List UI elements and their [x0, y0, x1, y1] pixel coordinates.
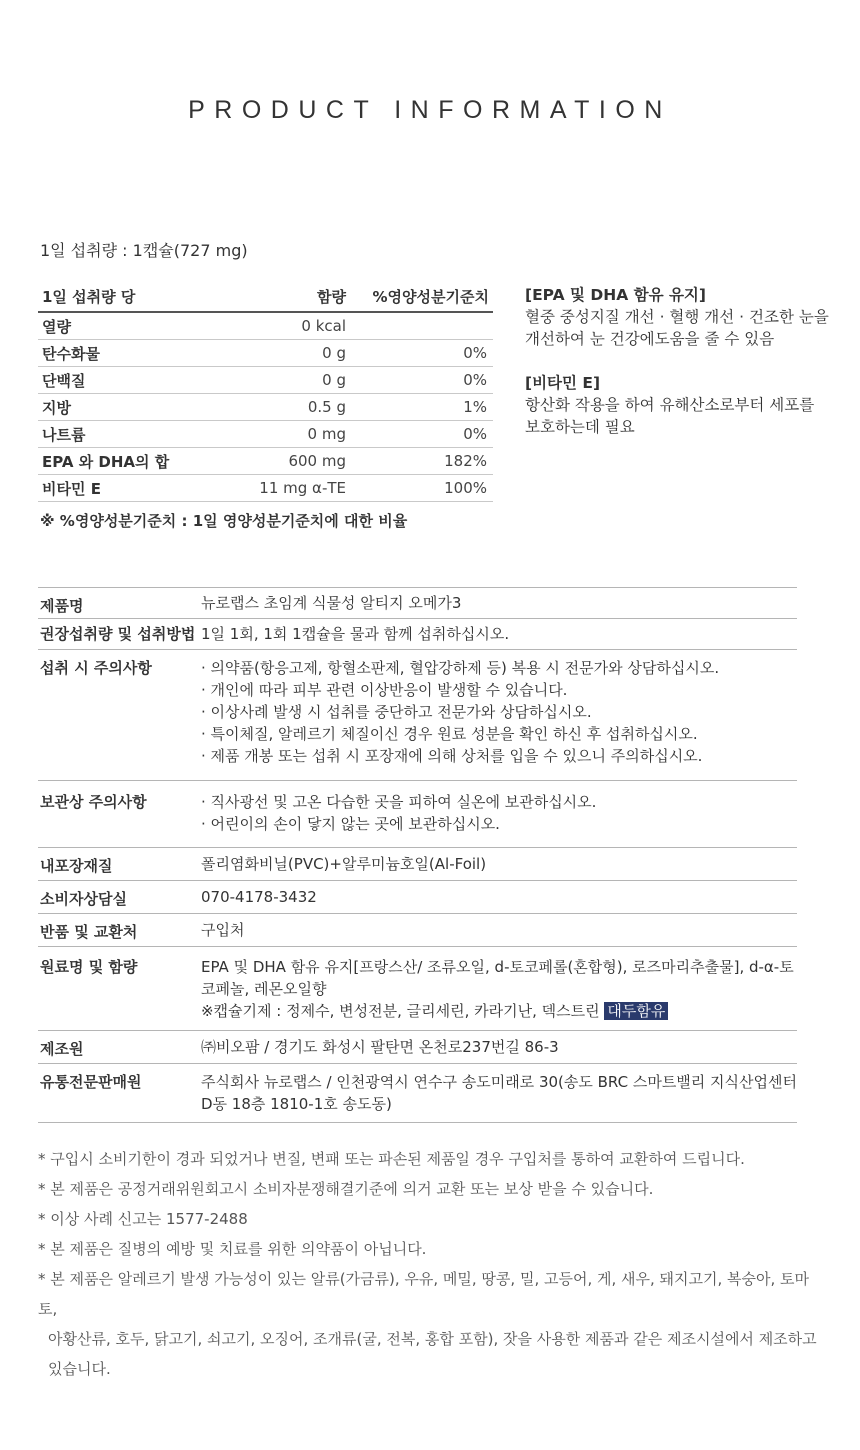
- allergen-highlight-badge: 대두함유: [604, 1002, 668, 1020]
- nutrient-amount: 0 mg: [252, 421, 350, 448]
- info-value-line: · 이상사례 발생 시 섭취를 중단하고 전문가와 상담하십시오.: [200, 703, 592, 721]
- nutrition-row: [38, 312, 493, 340]
- nutrition-row: [38, 475, 493, 502]
- nutrition-header-row: [38, 282, 493, 312]
- function-description-line: 개선하여 눈 건강에도움을 줄 수 있음: [525, 330, 775, 348]
- info-key: 제조원: [38, 1031, 201, 1064]
- nutrient-percent: 100%: [350, 475, 493, 502]
- capsule-base: ※캡슐기제 : 정제수, 변성전분, 글리세린, 카라기난, 덱스트린: [200, 1002, 600, 1020]
- info-value-line: 뉴로랩스 초임계 식물성 알티지 오메가3: [200, 594, 462, 612]
- nutrient-percent: 0%: [350, 340, 493, 367]
- info-key: 섭취 시 주의사항: [38, 650, 201, 781]
- nutrient-name: 단백질: [38, 367, 252, 394]
- info-key: 보관상 주의사항: [38, 781, 201, 848]
- nutrient-amount: 11 mg α-TE: [252, 475, 350, 502]
- info-value-line: ㈜비오팜 / 경기도 화성시 팔탄면 온천로237번길 86-3: [200, 1038, 559, 1056]
- info-value-line: 폴리염화비닐(PVC)+알루미늄호일(Al-Foil): [200, 855, 487, 873]
- info-key: 유통전문판매원: [38, 1064, 201, 1123]
- info-value: [201, 1031, 797, 1064]
- function-heading: [비타민 E]: [525, 374, 601, 392]
- info-value-line: 구입처: [200, 921, 245, 939]
- functional-info: [525, 284, 845, 460]
- nutrient-percent: 1%: [350, 394, 493, 421]
- nutrient-percent: 0%: [350, 367, 493, 394]
- info-value: [201, 848, 797, 881]
- nutrient-name: 지방: [38, 394, 252, 421]
- nutrient-name: 탄수화물: [38, 340, 252, 367]
- nutrient-name: 나트륨: [38, 421, 252, 448]
- notice-item: * 본 제품은 공정거래위원회고시 소비자분쟁해결기준에 의거 교환 또는 보상 받을 수 있습니다.: [38, 1180, 654, 1198]
- notice-item: * 본 제품은 알레르기 발생 가능성이 있는 알류(가금류), 우유, 메밀, 땅콩, 밀, 고등어, 게, 새우, 돼지고기, 복숭아, 토마토,: [38, 1270, 810, 1318]
- capsule-base-line: [201, 1000, 797, 1022]
- nutrient-percent: [350, 312, 493, 340]
- nutrient-percent: 182%: [350, 448, 493, 475]
- nutrition-row: [38, 367, 493, 394]
- info-key: 반품 및 교환처: [38, 914, 201, 947]
- info-row: [38, 588, 797, 619]
- info-row: [38, 781, 797, 848]
- info-key: 제품명: [38, 588, 201, 619]
- info-value: [201, 1064, 797, 1123]
- nutrient-amount: 0.5 g: [252, 394, 350, 421]
- function-description: [525, 306, 845, 350]
- nutrient-name: 비타민 E: [38, 475, 252, 502]
- notice-item: * 구입시 소비기한이 경과 되었거나 변질, 변패 또는 파손된 제품일 경우 구입처를 통하여 교환하여 드립니다.: [38, 1150, 745, 1168]
- notice-item: * 본 제품은 질병의 예방 및 치료를 위한 의약품이 아닙니다.: [38, 1240, 427, 1258]
- info-value: [201, 881, 797, 914]
- info-key: 소비자상담실: [38, 881, 201, 914]
- info-row: [38, 650, 797, 781]
- info-key: 원료명 및 함량: [38, 947, 201, 1031]
- info-value-line: 1일 1회, 1회 1캡슐을 물과 함께 섭취하십시오.: [200, 625, 510, 643]
- info-value: [201, 914, 797, 947]
- nutrient-name: EPA 와 DHA의 합: [38, 448, 252, 475]
- nutrition-row: [38, 394, 493, 421]
- info-row: [38, 947, 797, 1031]
- info-key: 권장섭취량 및 섭취방법: [38, 619, 201, 650]
- notice-item-continued: 있습니다.: [48, 1360, 111, 1378]
- function-description-line: 혈중 중성지질 개선 · 혈행 개선 · 건조한 눈을: [525, 308, 829, 326]
- info-value-line: 070-4178-3432: [200, 888, 317, 906]
- info-key: 내포장재질: [38, 848, 201, 881]
- nutrition-header-percent: %영양성분기준치: [372, 288, 489, 306]
- nutrient-name: 열량: [38, 312, 252, 340]
- info-row: [38, 881, 797, 914]
- function-description: [525, 394, 845, 438]
- serving-size: 1일 섭취량 : 1캡슐(727 mg): [40, 241, 248, 260]
- info-value: [201, 588, 797, 619]
- nutrition-header-amount: 함량: [317, 288, 346, 306]
- info-value-line: · 어린이의 손이 닿지 않는 곳에 보관하십시오.: [200, 815, 500, 833]
- info-value-line: · 특이체질, 알레르기 체질이신 경우 원료 성분을 확인 하신 후 섭취하십시오.: [200, 725, 698, 743]
- nutrient-amount: 0 g: [252, 367, 350, 394]
- info-value-line: · 제품 개봉 또는 섭취 시 포장재에 의해 상처를 입을 수 있으니 주의하십시오.: [200, 747, 703, 765]
- function-description-line: 보호하는데 필요: [525, 418, 635, 436]
- info-value: [201, 947, 797, 1031]
- info-value: [201, 781, 797, 848]
- nutrition-header-name: 1일 섭취량 당: [42, 288, 136, 306]
- info-row: [38, 1031, 797, 1064]
- info-value-line: · 의약품(항응고제, 항혈소판제, 혈압강하제 등) 복용 시 전문가와 상담하십시오.: [200, 659, 720, 677]
- info-value-line: 코페놀, 레몬오일향: [200, 980, 327, 998]
- nutrient-amount: 0 kcal: [252, 312, 350, 340]
- function-description-line: 항산화 작용을 하여 유해산소로부터 세포를: [525, 396, 815, 414]
- nutrition-row: [38, 448, 493, 475]
- notice-item: * 이상 사례 신고는 1577-2488: [38, 1210, 248, 1228]
- notice-list: [38, 1144, 818, 1384]
- nutrient-amount: 0 g: [252, 340, 350, 367]
- nutrition-footnote: ※ %영양성분기준치 : 1일 영양성분기준치에 대한 비율: [40, 512, 408, 530]
- info-value-line: · 직사광선 및 고온 다습한 곳을 피하여 실온에 보관하십시오.: [200, 793, 597, 811]
- nutrition-row: [38, 340, 493, 367]
- notice-item-continued: 아황산류, 호두, 닭고기, 쇠고기, 오징어, 조개류(굴, 전복, 홍합 포함), 잣을 사용한 제품과 같은 제조시설에서 제조하고: [48, 1330, 817, 1348]
- product-info-table: [38, 587, 797, 1123]
- info-value-line: · 개인에 따라 피부 관련 이상반응이 발생할 수 있습니다.: [200, 681, 568, 699]
- nutrition-row: [38, 421, 493, 448]
- info-value-line: EPA 및 DHA 함유 유지[프랑스산/ 조류오일, d-토코페롤(혼합형), 로즈마리추출물], d-α-토: [200, 958, 794, 976]
- nutrition-table: [38, 282, 493, 502]
- info-row: [38, 1064, 797, 1123]
- info-value: [201, 650, 797, 781]
- nutrient-percent: 0%: [350, 421, 493, 448]
- info-value: [201, 619, 797, 650]
- nutrient-amount: 600 mg: [252, 448, 350, 475]
- info-value-line: 주식회사 뉴로랩스 / 인천광역시 연수구 송도미래로 30(송도 BRC 스마트밸리 지식산업센터: [200, 1073, 797, 1091]
- function-heading: [EPA 및 DHA 함유 유지]: [525, 286, 706, 304]
- info-row: [38, 914, 797, 947]
- info-value-line: D동 18층 1810-1호 송도동): [200, 1095, 392, 1113]
- page-title: PRODUCT INFORMATION: [188, 96, 672, 124]
- info-row: [38, 619, 797, 650]
- info-row: [38, 848, 797, 881]
